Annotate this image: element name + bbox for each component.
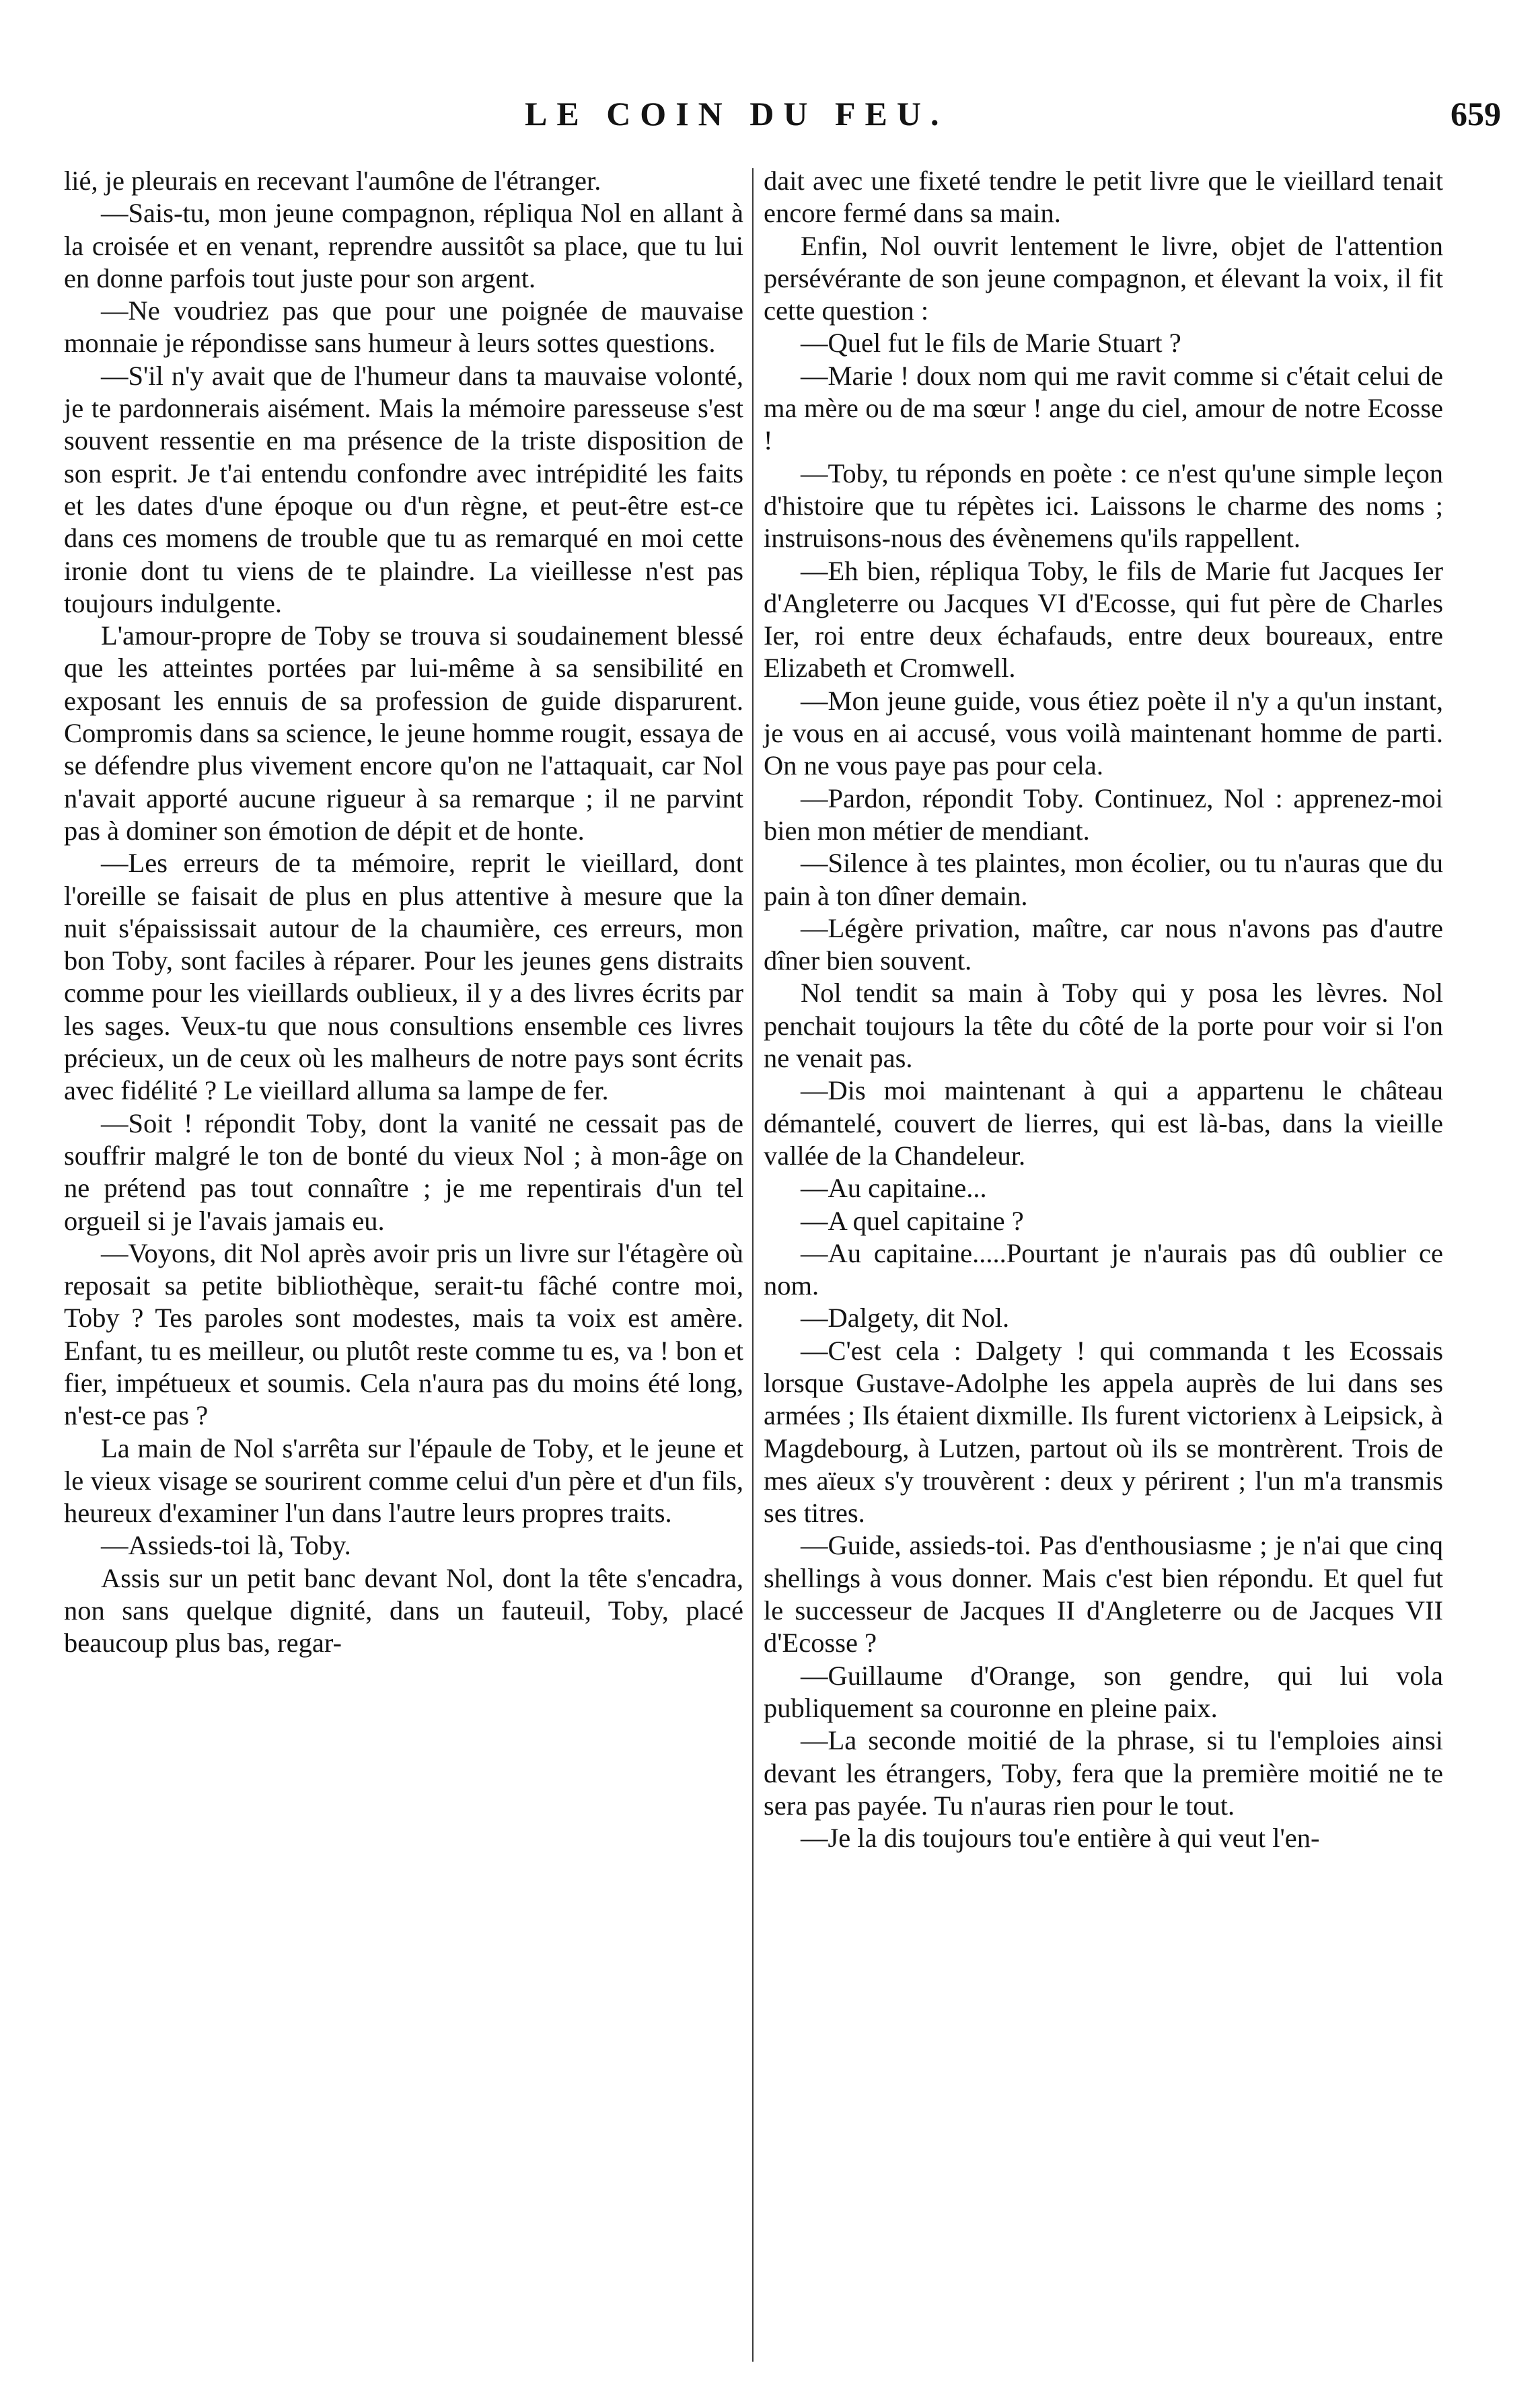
- paragraph: —Au capitaine.....Pourtant je n'aurais pas dû oublier ce nom.: [764, 1237, 1443, 1301]
- paragraph: Nol tendit sa main à Toby qui y posa les lèvres. Nol penchait toujours la tête du côté de la porte pour voir si l'on ne venait pas.: [764, 978, 1443, 1074]
- paragraph: dait avec une fixeté tendre le petit livre que le vieillard tenait encore fermé dans sa main.: [764, 166, 1443, 229]
- paragraph: —Soit ! répondit Toby, dont la vanité ne cessait pas de souffrir malgré le ton de bonté du vieux Nol ; à mon-âge on ne prétend pas tout connaître ; je me repentirais d'un tel orgueil si je l'avais jamais eu.: [64, 1107, 743, 1236]
- right-column: [764, 165, 1443, 1854]
- paragraph: —Quel fut le fils de Marie Stuart ?: [801, 328, 1181, 359]
- paragraph: —Ne voudriez pas que pour une poignée de mauvaise monnaie je répondisse sans humeur à leurs sottes questions.: [64, 295, 743, 359]
- paragraph: —Guide, assieds-toi. Pas d'enthousiasme ; je n'ai que cinq shellings à vous donner. Mais c'est bien répondu. Et quel fut le successeur de Jacques II d'Angleterre ou de Jacques VII d'Ecosse ?: [764, 1530, 1443, 1659]
- paragraph: —Voyons, dit Nol après avoir pris un livre sur l'étagère où reposait sa petite bibliothèque, serait-tu fâché contre moi, Toby ? Tes paroles sont modestes, mais ta voix est amère. Enfant, tu es meilleur, ou plutôt reste comme tu es, va ! bon et fier, impétueux et soumis. Cela n'aura pas du moins été long, n'est-ce pas ?: [64, 1237, 743, 1431]
- paragraph: —Pardon, répondit Toby. Continuez, Nol : apprenez-moi bien mon métier de mendiant.: [764, 783, 1443, 846]
- paragraph: —Toby, tu réponds en poète : ce n'est qu'une simple leçon d'histoire que tu répètes ici. Laissons le charme des noms ; instruisons-nous des évènemens qu'ils rappellent.: [764, 458, 1443, 554]
- paragraph: lié, je pleurais en recevant l'aumône de l'étranger.: [64, 166, 601, 196]
- paragraph: —C'est cela : Dalgety ! qui commanda t les Ecossais lorsque Gustave-Adolphe les appela auprès de lui dans ses armées ; Ils étaient dixmille. Ils furent victorienx à Leipsick, à Magdebourg, à Lutzen, partout où ils se montrèrent. Trois de mes aïeux s'y trouvèrent : deux y périrent ; l'un m'a transmis ses titres.: [764, 1335, 1443, 1529]
- paragraph: —S'il n'y avait que de l'humeur dans ta mauvaise volonté, je te pardonnerais aisément. Mais la mémoire paresseuse s'est souvent ressentie en ma présence de la triste disposition de son esprit. Je t'ai entendu confondre avec intrépidité les faits et les dates d'une époque ou d'un règne, et peut-être est-ce dans ces momens de trouble que tu as remarqué en moi cette ironie dont tu viens de te plaindre. La vieillesse n'est pas toujours indulgente.: [64, 360, 743, 618]
- paragraph: —Eh bien, répliqua Toby, le fils de Marie fut Jacques Ier d'Angleterre ou Jacques VI d'Ecosse, qui fut père de Charles Ier, roi entre deux échafauds, entre deux boureaux, entre Elizabeth et Cromwell.: [764, 555, 1443, 684]
- paragraph: La main de Nol s'arrêta sur l'épaule de Toby, et le jeune et le vieux visage se sourirent comme celui d'un père et d'un fils, heureux d'examiner l'un dans l'autre leurs propres traits.: [64, 1432, 743, 1529]
- running-title: LE COIN DU FEU.: [525, 95, 949, 133]
- paragraph: —Au capitaine...: [801, 1173, 987, 1204]
- paragraph: —Marie ! doux nom qui me ravit comme si c'était celui de ma mère ou de ma sœur ! ange du ciel, amour de notre Ecosse !: [764, 360, 1443, 456]
- column-divider: [752, 168, 754, 2362]
- paragraph: —Dalgety, dit Nol.: [801, 1303, 1010, 1334]
- running-header: [0, 94, 1540, 155]
- paragraph: —Assieds-toi là, Toby.: [101, 1530, 351, 1561]
- paragraph: —A quel capitaine ?: [801, 1205, 1024, 1236]
- paragraph: Enfin, Nol ouvrit lentement le livre, objet de l'attention persévérante de son jeune compagnon, et élevant la voix, il fit cette question :: [764, 230, 1443, 326]
- paragraph: —Guillaume d'Orange, son gendre, qui lui vola publiquement sa couronne en pleine paix.: [764, 1660, 1443, 1723]
- paragraph: —Silence à tes plaintes, mon écolier, ou tu n'auras que du pain à ton dîner demain.: [764, 848, 1443, 911]
- left-column: [64, 165, 743, 1660]
- paragraph: —Mon jeune guide, vous étiez poète il n'y a qu'un instant, je vous en ai accusé, vous voilà maintenant homme de parti. On ne vous paye pas pour cela.: [764, 685, 1443, 781]
- paragraph: —La seconde moitié de la phrase, si tu l'emploies ainsi devant les étrangers, Toby, fera que la première moitié ne te sera pas payée. Tu n'auras rien pour le tout.: [764, 1725, 1443, 1821]
- paragraph: Assis sur un petit banc devant Nol, dont la tête s'encadra, non sans quelque dignité, dans un fauteuil, Toby, placé beaucoup plus bas, regar-: [64, 1562, 743, 1659]
- paragraph: —Sais-tu, mon jeune compagnon, répliqua Nol en allant à la croisée et en venant, reprendre aussitôt sa place, que tu lui en donne parfois tout juste pour son argent.: [64, 198, 743, 293]
- paragraph: —Dis moi maintenant à qui a appartenu le château démantelé, couvert de lierres, qui est là-bas, dans la vieille vallée de la Chandeleur.: [764, 1075, 1443, 1171]
- page-number: 659: [1451, 95, 1501, 133]
- paragraph: —Légère privation, maître, car nous n'avons pas d'autre dîner bien souvent.: [764, 912, 1443, 976]
- paragraph: L'amour-propre de Toby se trouva si soudainement blessé que les atteintes portées par lui-même à sa sensibilité en exposant les ennuis de sa profession de guide disparurent. Compromis dans sa science, le jeune homme rougit, essaya de se défendre plus vivement encore qu'on ne l'attaquait, car Nol n'avait apporté aucune rigueur à sa remarque ; il ne parvint pas à dominer son émotion de dépit et de honte.: [64, 620, 743, 846]
- paragraph: —Je la dis toujours tou'e entière à qui veut l'en-: [801, 1823, 1320, 1854]
- paragraph: —Les erreurs de ta mémoire, reprit le vieillard, dont l'oreille se faisait de plus en plus attentive à mesure que la nuit s'épaississait autour de la chaumière, ces erreurs, mon bon Toby, sont faciles à réparer. Pour les jeunes gens distraits comme pour les vieillards oublieux, il y a des livres écrits par les sages. Veux-tu que nous consultions ensemble ces livres précieux, un de ceux où les malheurs de notre pays sont écrits avec fidélité ? Le vieillard alluma sa lampe de fer.: [64, 848, 743, 1106]
